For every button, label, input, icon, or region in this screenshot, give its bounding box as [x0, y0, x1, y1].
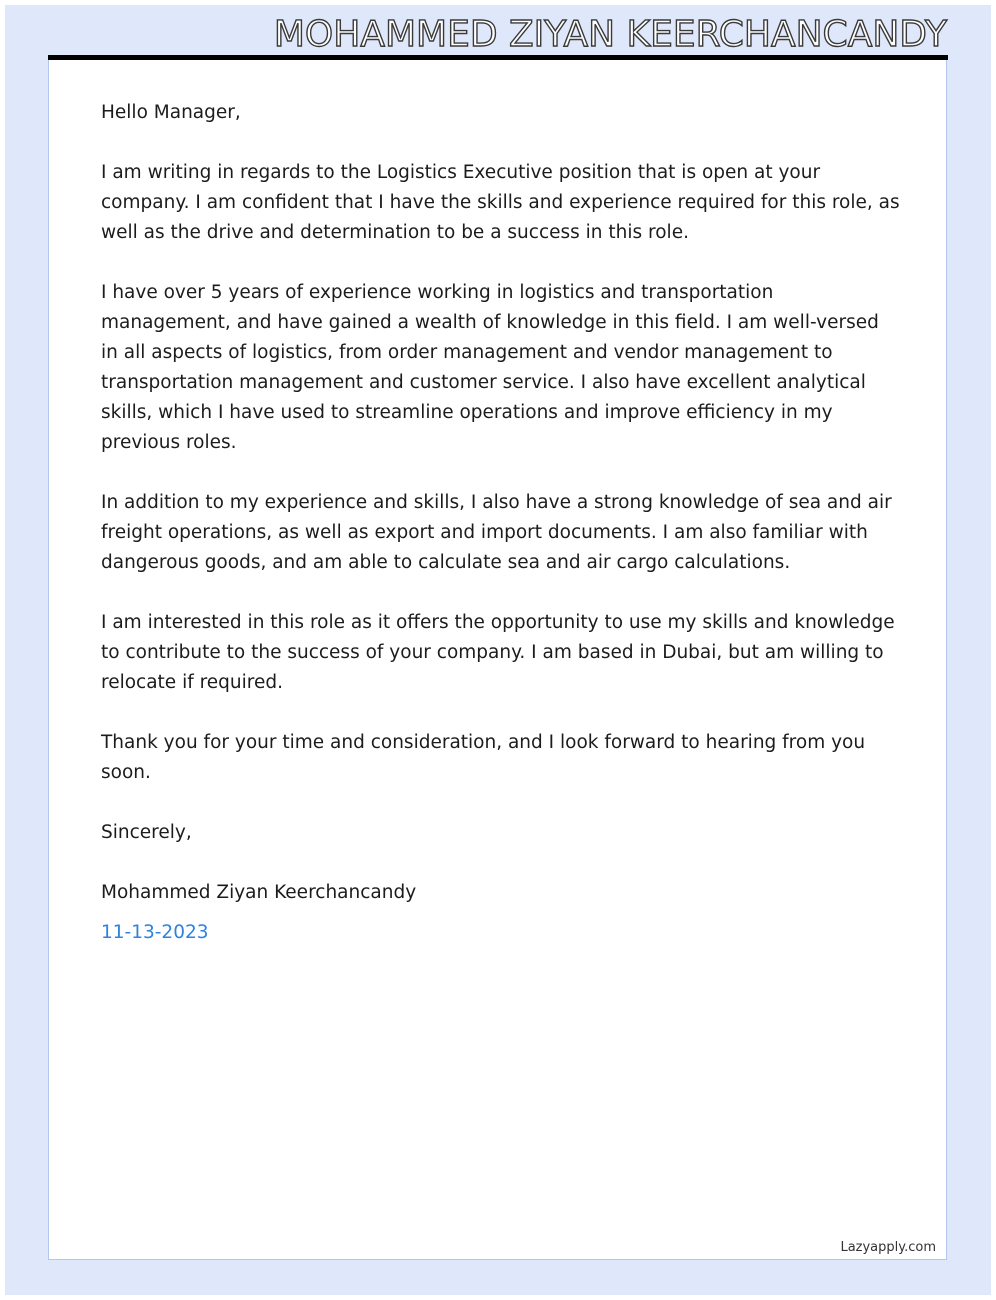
letter-greeting: Hello Manager,	[101, 102, 241, 123]
footer-brand: Lazyapply.com	[840, 1240, 936, 1255]
letter-paragraph-3: In addition to my experience and skills, I also have a strong knowledge of sea and air freight operations, as well as export and import documents. I am also familiar with dangerous goods, and am able to calculate sea and air cargo calculations.	[101, 492, 892, 573]
letter-paragraph-1: I am writing in regards to the Logistics Executive position that is open at your company. I am confident that I have the skills and experience required for this role, as well as the drive and determination to be a success in this role.	[101, 162, 900, 243]
letter-signature: Mohammed Ziyan Keerchancandy	[101, 882, 417, 903]
letter-closing: Sincerely,	[101, 822, 192, 843]
applicant-name-header: MOHAMMED ZIYAN KEERCHANCANDY	[273, 14, 947, 55]
cover-letter-body	[101, 98, 901, 978]
letter-paragraph-2: I have over 5 years of experience working in logistics and transportation management, and have gained a wealth of knowledge in this field. I am well-versed in all aspects of logistics, from order management and vendor management to transportation management and customer service. I also have excellent analytical skills, which I have used to streamline operations and improve efficiency in my previous roles.	[101, 282, 879, 453]
letter-paragraph-5: Thank you for your time and consideration, and I look forward to hearing from you soon.	[101, 732, 866, 783]
letter-paragraph-4: I am interested in this role as it offers the opportunity to use my skills and knowledge to contribute to the success of your company. I am based in Dubai, but am willing to relocate if required.	[101, 612, 895, 693]
letter-date: 11-13-2023	[101, 922, 209, 943]
letter-page	[48, 60, 947, 1260]
